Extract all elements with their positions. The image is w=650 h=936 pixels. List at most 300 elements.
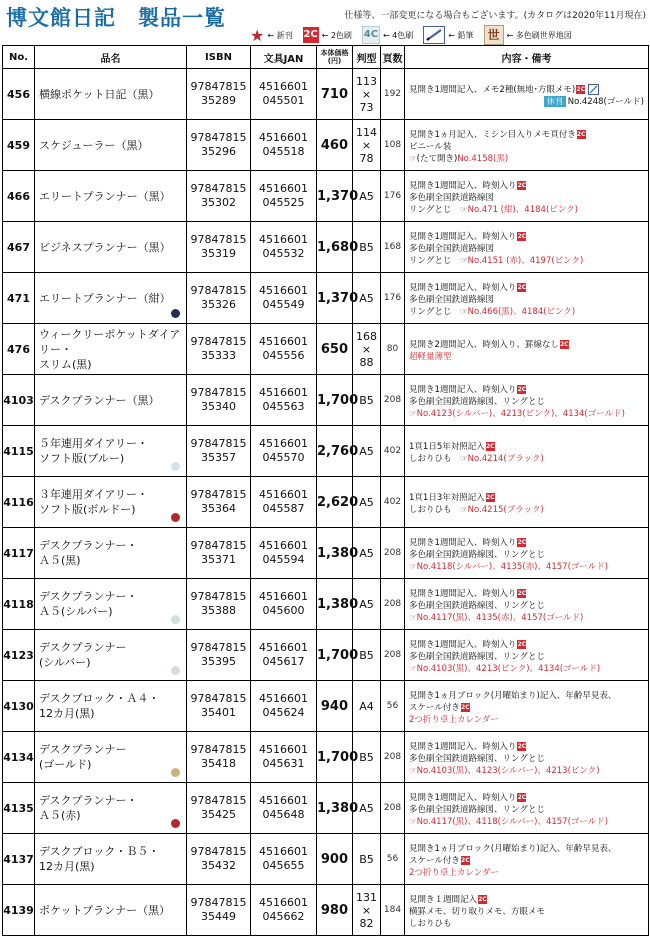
- note-text: スケール付き: [409, 855, 460, 866]
- product-name-cell: [35, 477, 187, 528]
- product-number: 4123: [3, 630, 35, 681]
- note-text: 見開き1週間記入、時刻入り: [409, 282, 517, 293]
- notes-cell: [405, 375, 649, 426]
- isbn-line: 97847815: [190, 437, 247, 450]
- table-row: [3, 120, 649, 171]
- jan-cell: [251, 171, 317, 222]
- notes-cell: [405, 783, 649, 834]
- jan-line: 4516601: [259, 794, 308, 807]
- jan-line: 4516601: [259, 182, 308, 195]
- table-row: [3, 681, 649, 732]
- isbn-cell: [187, 375, 251, 426]
- note-line: [409, 396, 648, 408]
- note-line: [409, 339, 648, 351]
- column-header-jan: 文具JAN: [251, 46, 317, 69]
- product-name-line: デスクプランナー（黒）: [39, 393, 160, 407]
- product-name-line: ５年連用ダイアリー・: [39, 437, 149, 450]
- price: 1,680: [317, 222, 353, 273]
- related-products: No.4117(黒)、4135(赤)、4157(ゴールド): [416, 612, 584, 623]
- jan-line: 045518: [262, 145, 305, 158]
- product-name-line: ウィークリーポケットダイアリー・: [39, 327, 181, 356]
- product-name-cell: [35, 834, 187, 885]
- four-color-badge-icon: 4C: [362, 26, 380, 44]
- color-swatch-icon: [171, 462, 180, 471]
- jan-line: 045556: [262, 349, 305, 362]
- product-number: 4103: [3, 375, 35, 426]
- isbn-line: 35340: [201, 400, 236, 413]
- note-line: [409, 639, 648, 651]
- legend-new: [250, 26, 293, 45]
- legend-four-color: [362, 26, 413, 44]
- two-color-badge-icon: 2C: [478, 895, 487, 903]
- isbn-cell: [187, 579, 251, 630]
- jan-cell: [251, 69, 317, 120]
- related-products: No.4151 (赤)、4197(ピンク): [467, 255, 584, 266]
- jan-line: 045501: [262, 94, 305, 107]
- product-number: 476: [3, 324, 35, 375]
- legend-pencil: [423, 26, 473, 44]
- table-row: [3, 273, 649, 324]
- column-header-size: 判型: [353, 46, 381, 69]
- two-color-badge-icon: 2C: [560, 340, 569, 348]
- isbn-line: 35425: [201, 808, 236, 821]
- notes-cell: [405, 630, 649, 681]
- size-line: 88: [359, 355, 374, 369]
- table-row: [3, 885, 649, 936]
- isbn-cell: [187, 426, 251, 477]
- product-name-line: デスクブロック・Ｂ５・: [39, 845, 160, 858]
- notes-cell: [405, 834, 649, 885]
- jan-cell: [251, 783, 317, 834]
- isbn-line: 97847815: [190, 692, 247, 705]
- legend-two-color: [303, 27, 352, 43]
- product-number: 4130: [3, 681, 35, 732]
- size-line: 114: [356, 125, 377, 139]
- isbn-line: 35364: [201, 502, 236, 515]
- notes-cell: [405, 885, 649, 936]
- jan-cell: [251, 375, 317, 426]
- product-number: 459: [3, 120, 35, 171]
- jan-line: 045617: [262, 655, 305, 668]
- color-swatch-icon: [171, 615, 180, 624]
- note-text: リングとじ: [409, 204, 461, 215]
- product-name-cell: [35, 885, 187, 936]
- note-line: [409, 492, 648, 504]
- size-line: A5: [359, 444, 374, 458]
- related-products: 2つ折り卓上カレンダー: [409, 867, 499, 878]
- isbn-line: 97847815: [190, 386, 247, 399]
- product-name-line: デスクブロック・Ａ４・: [39, 692, 160, 705]
- jan-cell: [251, 630, 317, 681]
- isbn-line: 35432: [201, 859, 236, 872]
- jan-line: 045662: [262, 910, 305, 923]
- note-text: No.4248(ゴールド): [567, 96, 644, 107]
- product-name-cell: [35, 69, 187, 120]
- page-title: 博文館日記 製品一覧: [6, 6, 226, 30]
- jan-cell: [251, 732, 317, 783]
- legend-pencil-label: ← 鉛筆: [448, 30, 474, 40]
- product-name-line: ビジネスプランナー（黒）: [39, 240, 171, 254]
- pointing-hand-icon: ☞: [460, 255, 468, 266]
- size-line: A4: [359, 699, 374, 713]
- isbn-cell: [187, 273, 251, 324]
- notes-cell: [405, 120, 649, 171]
- isbn-cell: [187, 477, 251, 528]
- isbn-line: 35418: [201, 757, 236, 770]
- size-cell: [353, 69, 381, 120]
- jan-line: 4516601: [259, 896, 308, 909]
- notes-cell: [405, 273, 649, 324]
- note-text: 見開き1ヵ月記入、ミシン目入りメモ頁付き: [409, 129, 576, 140]
- price: 1,700: [317, 375, 353, 426]
- product-name-line: デスクプランナー: [39, 641, 127, 654]
- note-line: [409, 180, 648, 192]
- product-name-cell: [35, 273, 187, 324]
- jan-line: 045631: [262, 757, 305, 770]
- jan-cell: [251, 426, 317, 477]
- note-text: 見開き2週間記入、時刻入り、罫線なし: [409, 339, 559, 350]
- product-number: 4135: [3, 783, 35, 834]
- note-line: [409, 408, 648, 420]
- product-number: 466: [3, 171, 35, 222]
- product-name-line: ポケットプランナー（黒）: [39, 903, 171, 917]
- isbn-cell: [187, 783, 251, 834]
- note-text: 多色刷全国鉄道路線図: [409, 243, 495, 254]
- world-map-badge-icon: 世: [484, 25, 504, 45]
- note-line: [409, 906, 648, 918]
- two-color-badge-icon: 2C: [576, 85, 585, 93]
- note-text: 見開き1週間記入、時刻入り: [409, 741, 517, 752]
- related-products: No.4214(ブラック): [467, 453, 544, 464]
- pointing-hand-icon: ☞: [409, 816, 417, 827]
- related-products: No.4215(ブラック): [467, 504, 544, 515]
- size-line: A5: [359, 495, 374, 509]
- product-number: 4116: [3, 477, 35, 528]
- product-name-cell: [35, 426, 187, 477]
- isbn-line: 35449: [201, 910, 236, 923]
- isbn-line: 97847815: [190, 539, 247, 552]
- note-text: しおりひも: [409, 453, 461, 464]
- legend: [250, 25, 582, 45]
- note-line: [409, 843, 648, 855]
- note-line: [409, 663, 648, 675]
- size-line: A5: [359, 189, 374, 203]
- jan-line: 4516601: [259, 335, 308, 348]
- isbn-line: 97847815: [190, 488, 247, 501]
- related-products: No.4123(シルバー)、4213(ピンク)、4134(ゴールド): [416, 408, 625, 419]
- isbn-cell: [187, 324, 251, 375]
- jan-line: 4516601: [259, 539, 308, 552]
- pointing-hand-icon: ☞: [409, 663, 417, 674]
- note-text: ビニール装: [409, 141, 452, 152]
- note-line: [409, 351, 648, 363]
- color-swatch-icon: [171, 819, 180, 828]
- page-count: 168: [381, 222, 405, 273]
- column-header-no: No.: [3, 46, 35, 69]
- table-row: [3, 375, 649, 426]
- jan-line: 045624: [262, 706, 305, 719]
- product-name-cell: [35, 630, 187, 681]
- two-color-badge-icon: 2C: [517, 385, 527, 393]
- size-cell: [353, 681, 381, 732]
- size-line: A5: [359, 546, 374, 560]
- isbn-cell: [187, 732, 251, 783]
- table-row: [3, 222, 649, 273]
- note-line: [409, 141, 648, 153]
- note-line: [409, 855, 648, 867]
- notes-cell: [405, 171, 649, 222]
- jan-line: 4516601: [259, 641, 308, 654]
- isbn-line: 97847815: [190, 335, 247, 348]
- star-icon: ★: [250, 25, 265, 45]
- note-line: [409, 651, 648, 663]
- column-header-isbn: ISBN: [187, 46, 251, 69]
- isbn-line: 97847815: [190, 131, 247, 144]
- price: 2,620: [317, 477, 353, 528]
- related-products: No.4158(黒): [457, 153, 509, 164]
- product-number: 456: [3, 69, 35, 120]
- isbn-line: 97847815: [190, 80, 247, 93]
- page-count: 192: [381, 69, 405, 120]
- table-row: [3, 426, 649, 477]
- column-header-price: 本体価格(円): [317, 46, 353, 69]
- notes-cell: [405, 579, 649, 630]
- isbn-line: 97847815: [190, 182, 247, 195]
- page-count: 108: [381, 120, 405, 171]
- note-line: [409, 504, 648, 516]
- jan-cell: [251, 579, 317, 630]
- size-line: ×: [361, 903, 372, 917]
- note-line: [409, 453, 648, 465]
- two-color-badge-icon: 2C: [485, 493, 495, 501]
- price: 1,380: [317, 528, 353, 579]
- price: 1,380: [317, 783, 353, 834]
- page-count: 56: [381, 681, 405, 732]
- note-line: [409, 561, 648, 573]
- note-line: [409, 129, 648, 141]
- pencil-icon: [588, 84, 599, 95]
- product-number: 4134: [3, 732, 35, 783]
- column-header-pages: 頁数: [381, 46, 405, 69]
- pointing-hand-icon: ☞: [460, 453, 468, 464]
- size-line: 78: [359, 151, 374, 165]
- note-text: 多色刷全国鉄道路線図: [409, 294, 495, 305]
- size-line: ×: [361, 342, 372, 356]
- status-tag: 休刊: [544, 96, 566, 107]
- isbn-cell: [187, 630, 251, 681]
- isbn-cell: [187, 120, 251, 171]
- page-count: 208: [381, 579, 405, 630]
- size-line: B5: [359, 393, 374, 407]
- jan-line: 4516601: [259, 692, 308, 705]
- related-products: No.471 (紺)、4184(ピンク): [467, 204, 578, 215]
- size-line: ×: [361, 138, 372, 152]
- product-name-line: デスクプランナー・: [39, 794, 138, 807]
- price: 1,370: [317, 171, 353, 222]
- table-row: [3, 171, 649, 222]
- size-line: A5: [359, 801, 374, 815]
- note-line: [409, 588, 648, 600]
- note-line: [409, 96, 648, 108]
- product-number: 4139: [3, 885, 35, 936]
- note-line: [409, 714, 648, 726]
- table-row: [3, 579, 649, 630]
- note-line: [409, 441, 648, 453]
- pointing-hand-icon: ☞: [460, 504, 468, 515]
- isbn-line: 97847815: [190, 590, 247, 603]
- isbn-cell: [187, 885, 251, 936]
- note-line: [409, 549, 648, 561]
- related-products: No.466(黒)、4184(ピンク): [467, 306, 576, 317]
- two-color-badge-icon: 2C: [461, 856, 470, 864]
- note-text: 多色刷全国鉄道路線図、リングとじ: [409, 549, 546, 560]
- size-line: 168: [356, 329, 377, 343]
- notes-cell: [405, 732, 649, 783]
- size-cell: [353, 324, 381, 375]
- product-name-line: スリム(黒): [39, 357, 92, 371]
- note-text: 多色刷全国鉄道路線図、リングとじ: [409, 396, 546, 407]
- product-name-line: 12カ月(黒): [39, 860, 95, 873]
- product-number: 4115: [3, 426, 35, 477]
- isbn-line: 35357: [201, 451, 236, 464]
- table-row: [3, 324, 649, 375]
- jan-cell: [251, 834, 317, 885]
- product-name-cell: [35, 375, 187, 426]
- note-line: [409, 741, 648, 753]
- related-products: No.4118(シルバー)、4135(赤)、4157(ゴールド): [416, 561, 609, 572]
- note-text: 見開き1ヵ月ブロック(月曜始まり)記入、年齢早見表、: [409, 690, 617, 701]
- isbn-line: 35319: [201, 247, 236, 260]
- jan-line: 4516601: [259, 743, 308, 756]
- two-color-badge-icon: 2C: [517, 232, 527, 240]
- note-text: 見開き1週間記入、時刻入り: [409, 588, 517, 599]
- isbn-line: 35371: [201, 553, 236, 566]
- pointing-hand-icon: ☞: [409, 153, 417, 164]
- note-text: 1頁1日3年対照記入: [409, 492, 485, 503]
- page-count: 208: [381, 732, 405, 783]
- isbn-line: 97847815: [190, 233, 247, 246]
- size-line: 82: [359, 916, 374, 930]
- jan-line: 4516601: [259, 488, 308, 501]
- product-name-line: Ａ５(黒): [39, 554, 81, 567]
- note-text: 見開き１週間記入: [409, 894, 478, 905]
- related-products: 2つ折り卓上カレンダー: [409, 714, 499, 725]
- jan-line: 045549: [262, 298, 305, 311]
- note-line: [409, 192, 648, 204]
- table-row: [3, 528, 649, 579]
- product-name-line: Ａ５(シルバー): [39, 605, 113, 618]
- two-color-badge-icon: 2C: [303, 27, 319, 43]
- size-line: B5: [359, 852, 374, 866]
- size-line: B5: [359, 648, 374, 662]
- product-name-line: デスクプランナー・: [39, 590, 138, 603]
- isbn-cell: [187, 171, 251, 222]
- pencil-icon: [423, 26, 445, 44]
- jan-line: 045525: [262, 196, 305, 209]
- two-color-badge-icon: 2C: [517, 283, 527, 291]
- note-line: [409, 804, 648, 816]
- two-color-badge-icon: 2C: [517, 793, 527, 801]
- pointing-hand-icon: ☞: [409, 561, 417, 572]
- two-color-badge-icon: 2C: [576, 130, 586, 138]
- size-line: ×: [361, 87, 372, 101]
- note-line: [409, 84, 648, 96]
- page-count: 208: [381, 375, 405, 426]
- note-text: しおりひも: [409, 504, 461, 515]
- two-color-badge-icon: 2C: [485, 442, 495, 450]
- note-line: [409, 384, 648, 396]
- product-name-cell: [35, 120, 187, 171]
- jan-cell: [251, 324, 317, 375]
- jan-cell: [251, 477, 317, 528]
- product-name-line: ３年連用ダイアリー・: [39, 488, 149, 501]
- size-cell: [353, 885, 381, 936]
- note-line: [409, 690, 648, 702]
- table-row: [3, 630, 649, 681]
- isbn-cell: [187, 222, 251, 273]
- product-name-line: (シルバー): [39, 656, 91, 669]
- pointing-hand-icon: ☞: [460, 204, 468, 215]
- legend-world-map-label: ← 多色刷世界地図: [506, 30, 572, 40]
- note-text: 見開き1ヵ月ブロック(月曜始まり)記入、年齢早見表、: [409, 843, 617, 854]
- two-color-badge-icon: 2C: [461, 703, 470, 711]
- product-name-line: Ａ５(赤): [39, 809, 81, 822]
- product-name-cell: [35, 528, 187, 579]
- jan-line: 045563: [262, 400, 305, 413]
- product-name-cell: [35, 579, 187, 630]
- legend-two-color-label: ← 2色刷: [321, 30, 352, 40]
- isbn-line: 35388: [201, 604, 236, 617]
- product-name-line: デスクプランナー: [39, 743, 127, 756]
- notes-cell: [405, 69, 649, 120]
- jan-line: 045594: [262, 553, 305, 566]
- jan-line: 4516601: [259, 386, 308, 399]
- isbn-line: 35296: [201, 145, 236, 158]
- isbn-line: 35302: [201, 196, 236, 209]
- table-row: [3, 477, 649, 528]
- color-swatch-icon: [171, 513, 180, 522]
- product-name-line: 横線ポケット日記（黒）: [39, 87, 160, 101]
- note-line: [409, 918, 648, 930]
- jan-cell: [251, 681, 317, 732]
- size-line: 113: [356, 74, 377, 88]
- product-name-cell: [35, 324, 187, 375]
- note-text: 多色刷全国鉄道路線図、リングとじ: [409, 804, 546, 815]
- product-number: 4137: [3, 834, 35, 885]
- two-color-badge-icon: 2C: [517, 181, 527, 189]
- jan-cell: [251, 885, 317, 936]
- product-number: 467: [3, 222, 35, 273]
- note-text: 多色刷全国鉄道路線図、リングとじ: [409, 651, 546, 662]
- jan-line: 4516601: [259, 845, 308, 858]
- jan-line: 045600: [262, 604, 305, 617]
- pointing-hand-icon: ☞: [409, 612, 417, 623]
- two-color-badge-icon: 2C: [517, 640, 527, 648]
- isbn-line: 35326: [201, 298, 236, 311]
- note-text: リングとじ: [409, 255, 461, 266]
- note-text: 見開き1週間記入、時刻入り: [409, 792, 517, 803]
- related-products: No.4103(黒)、4123(シルバー)、4213(ピンク): [416, 765, 600, 776]
- note-line: [409, 702, 648, 714]
- jan-cell: [251, 273, 317, 324]
- legend-four-color-label: ← 4色刷: [382, 30, 414, 40]
- page-count: 402: [381, 426, 405, 477]
- product-name-line: ソフト版(ボルドー): [39, 503, 136, 516]
- page-count: 80: [381, 324, 405, 375]
- isbn-cell: [187, 681, 251, 732]
- page-count: 208: [381, 528, 405, 579]
- page-count: 208: [381, 783, 405, 834]
